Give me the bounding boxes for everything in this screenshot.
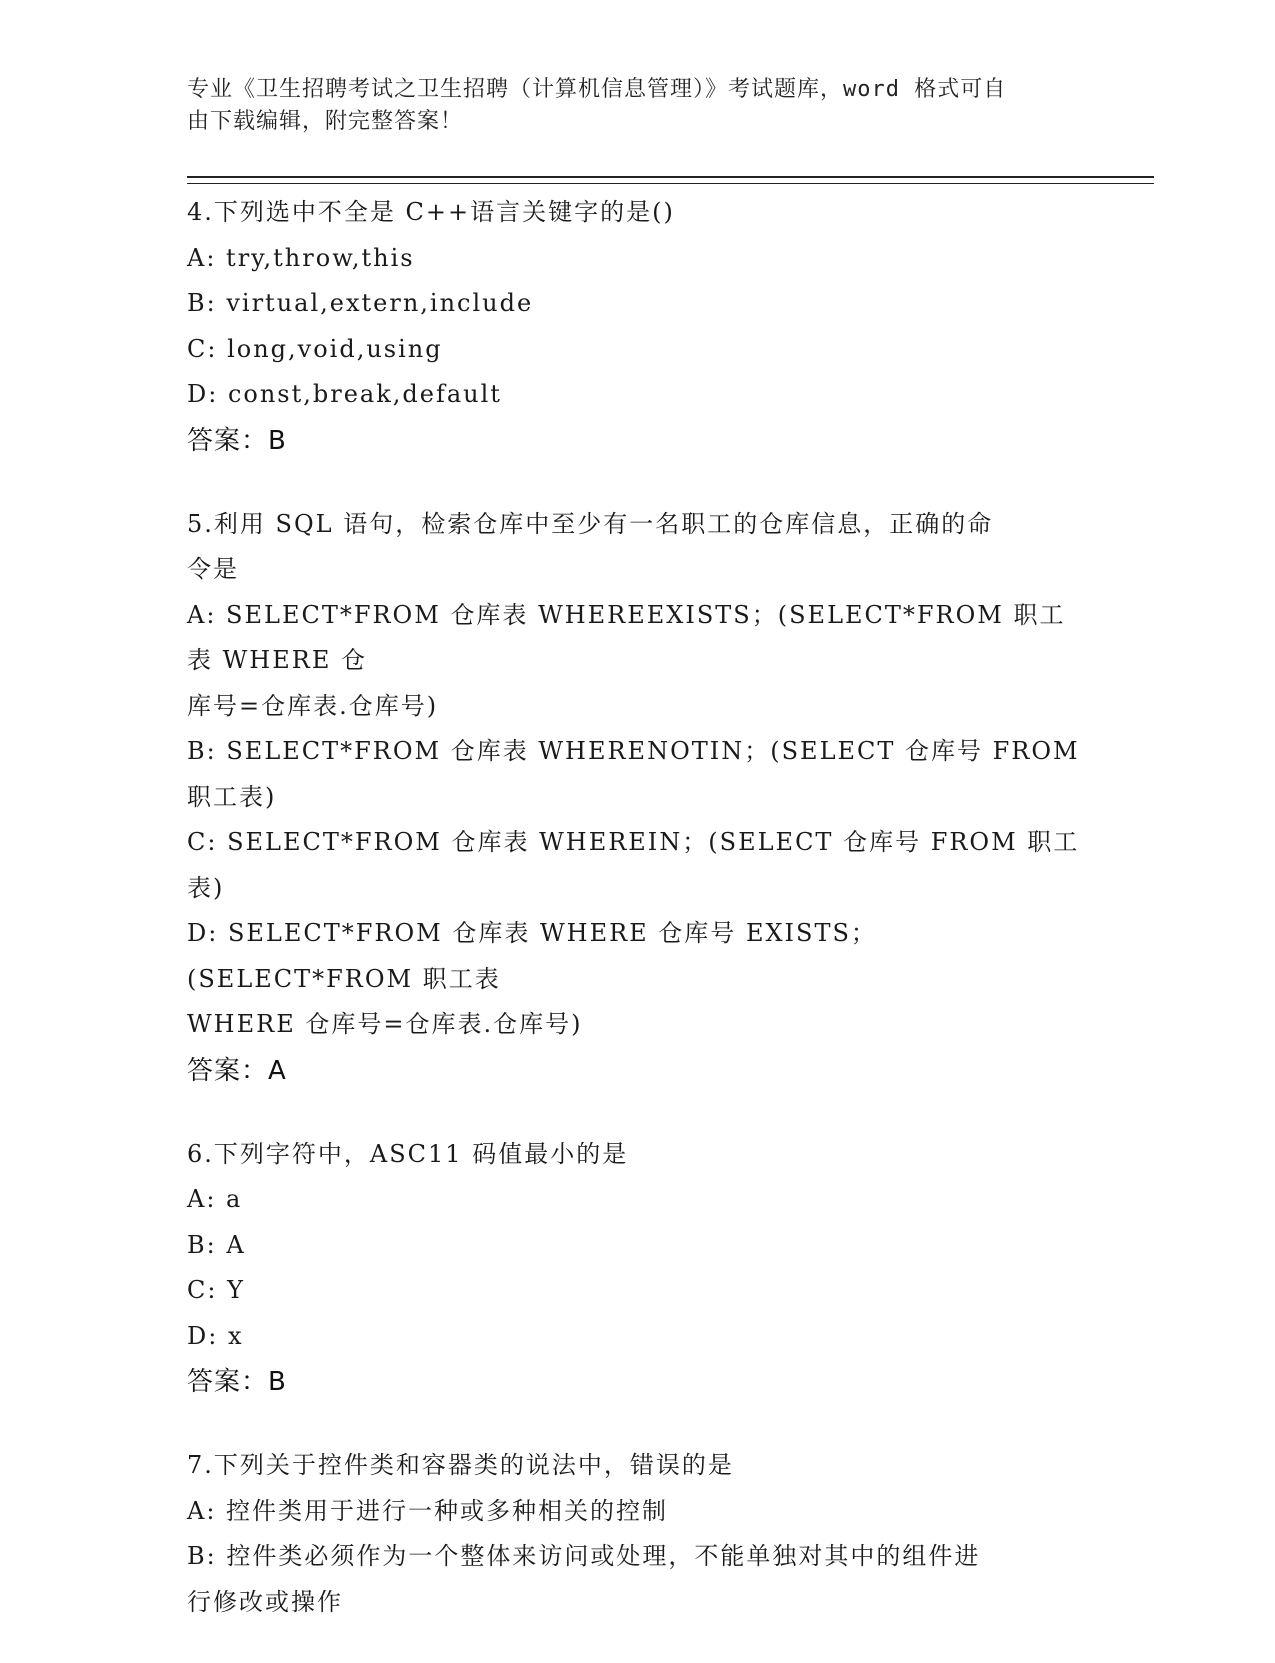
question-list <box>187 190 1087 1663</box>
question-block <box>187 190 1087 464</box>
question-block <box>187 1132 1087 1406</box>
answer-option: 库号=仓库表.仓库号) <box>187 691 439 720</box>
answer-option: C: SELECT*FROM 仓库表 WHEREIN；(SELECT 仓库号 FROM 职工表) <box>187 828 1080 902</box>
answer-option: A: SELECT*FROM 仓库表 WHEREEXISTS；(SELECT*FROM 职工表 WHERE 仓 <box>187 600 1066 674</box>
answer-option: D: x <box>187 1321 244 1350</box>
answer-option: B: SELECT*FROM 仓库表 WHERENOTIN；(SELECT 仓库号 FROM 职工表) <box>187 737 1080 811</box>
answer-option: C: long,void,using <box>187 334 443 363</box>
header-line-2: 由下载编辑，附完整答案！ <box>187 109 464 134</box>
answer-option: A: 控件类用于进行一种或多种相关的控制 <box>187 1496 669 1525</box>
question-stem: 令是 <box>187 555 239 583</box>
header-divider <box>187 176 1154 184</box>
answer-option: D: const,break,default <box>187 380 502 408</box>
answer-option: B: A <box>187 1230 246 1259</box>
answer-option: WHERE 仓库号=仓库表.仓库号) <box>187 1010 583 1038</box>
question-block <box>187 502 1087 1094</box>
question-stem: 7.下列关于控件类和容器类的说法中，错误的是 <box>187 1451 734 1479</box>
header-line-1: 专业《卫生招聘考试之卫生招聘（计算机信息管理）》考试题库，word 格式可自 <box>187 77 1007 102</box>
answer-option: 行修改或操作 <box>187 1587 343 1616</box>
question-stem: 4.下列选中不全是 C++语言关键字的是() <box>187 198 675 226</box>
document-header-note <box>187 74 1067 138</box>
answer-option: A: try,throw,this <box>187 243 415 272</box>
answer-key: 答案：B <box>187 425 287 456</box>
question-stem: 6.下列字符中，ASC11 码值最小的是 <box>187 1139 629 1168</box>
answer-option: B: virtual,extern,include <box>187 289 534 317</box>
answer-option: A: a <box>187 1185 243 1213</box>
question-stem: 5.利用 SQL 语句，检索仓库中至少有一名职工的仓库信息，正确的命 <box>187 509 994 538</box>
answer-option: C: Y <box>187 1276 245 1304</box>
answer-option: B: 控件类必须作为一个整体来访问或处理，不能单独对其中的组件进 <box>187 1542 981 1570</box>
answer-option: D: SELECT*FROM 仓库表 WHERE 仓库号 EXISTS；(SELECT*FROM 职工表 <box>187 919 877 993</box>
question-block <box>187 1443 1087 1625</box>
answer-key: 答案：B <box>187 1367 287 1397</box>
answer-key: 答案：A <box>187 1055 287 1086</box>
